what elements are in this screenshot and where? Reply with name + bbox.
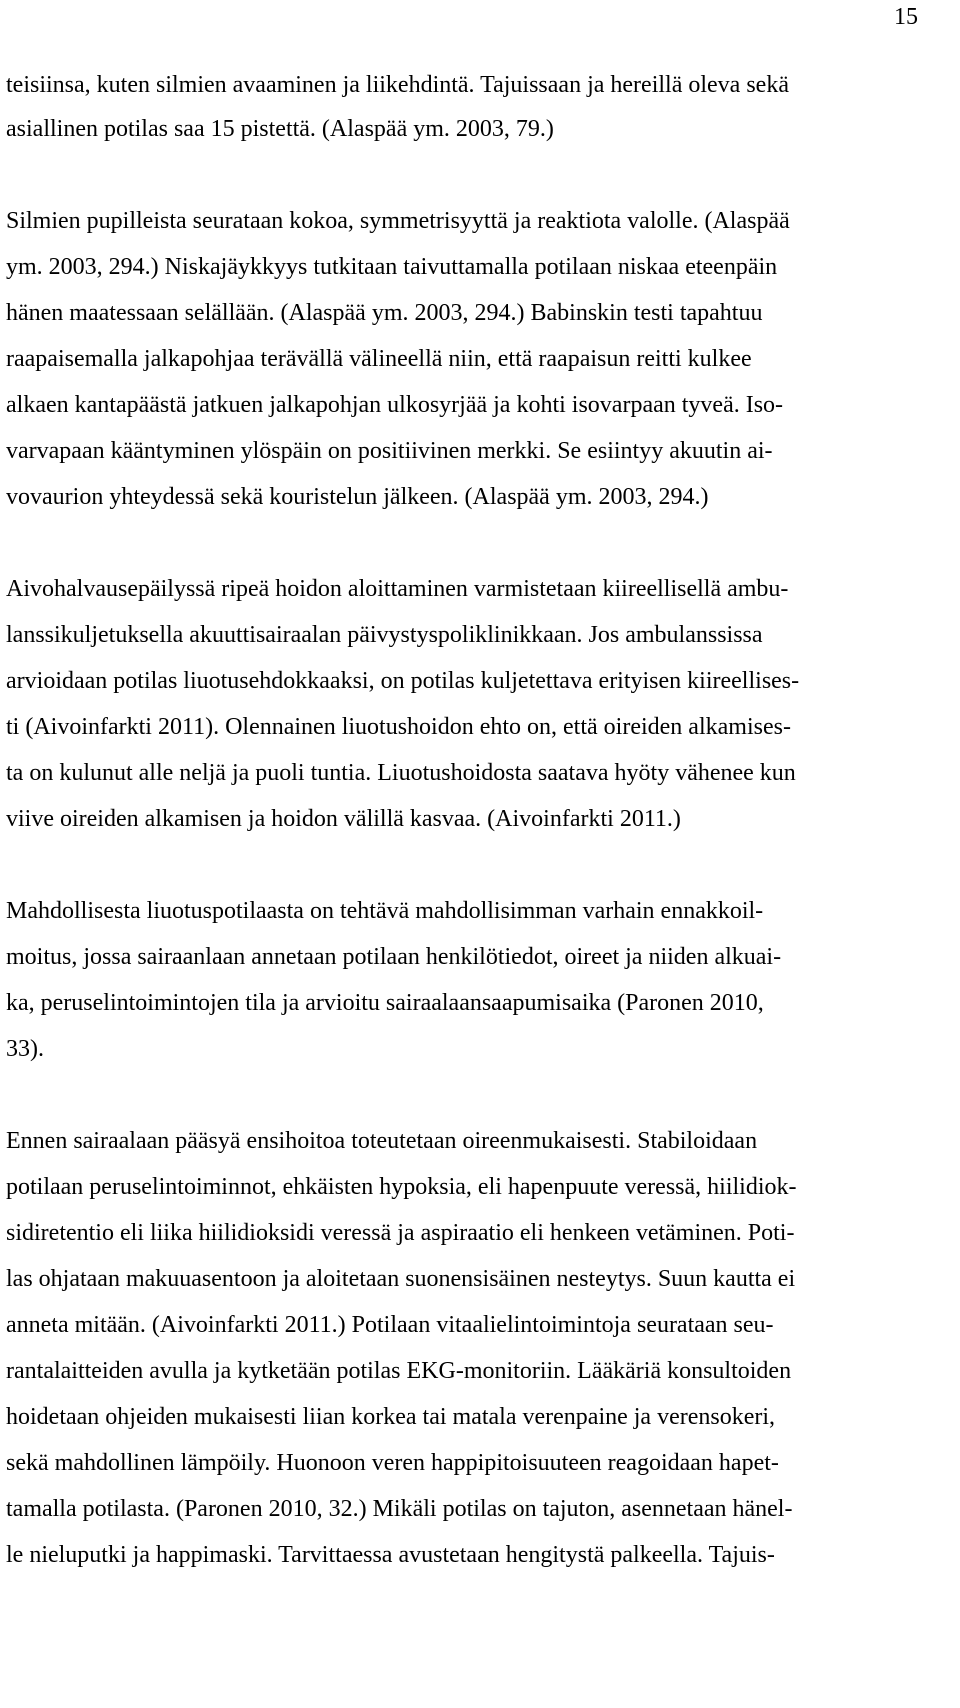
text-line: arvioidaan potilas liuotusehdokkaaksi, on potilas kuljetettava erityisen kiireellises- [6,668,800,694]
text-line: anneta mitään. (Aivoinfarkti 2011.) Potilaan vitaalielintoimintoja seurataan seu- [6,1312,774,1338]
text-line: Aivohalvausepäilyssä ripeä hoidon aloittaminen varmistetaan kiireellisellä ambu- [6,576,789,602]
text-line: sidiretentio eli liika hiilidioksidi veressä ja aspiraatio eli henkeen vetäminen. Poti- [6,1220,795,1246]
text-line: tamalla potilasta. (Paronen 2010, 32.) Mikäli potilas on tajuton, asennetaan hänel- [6,1496,793,1522]
text-line: ti (Aivoinfarkti 2011). Olennainen liuotushoidon ehto on, että oireiden alkamises- [6,714,791,740]
text-line: lanssikuljetuksella akuuttisairaalan päivystyspoliklinikkaan. Jos ambulanssissa [6,622,763,648]
text-line: ym. 2003, 294.) Niskajäykkyys tutkitaan taivuttamalla potilaan niskaa eteenpäin [6,254,778,280]
text-line: le nieluputki ja happimaski. Tarvittaessa avustetaan hengitystä palkeella. Tajuis- [6,1542,775,1568]
text-line: Silmien pupilleista seurataan kokoa, symmetrisyyttä ja reaktiota valolle. (Alaspää [6,208,790,234]
text-line: ka, peruselintoimintojen tila ja arvioitu sairaalaansaapumisaika (Paronen 2010, [6,990,764,1016]
text-line: hänen maatessaan selällään. (Alaspää ym. 2003, 294.) Babinskin testi tapahtuu [6,300,763,326]
text-line: moitus, jossa sairaanlaan annetaan potilaan henkilötiedot, oireet ja niiden alkuai- [6,944,782,970]
text-line: raapaisemalla jalkapohjaa terävällä välineellä niin, että raapaisun reitti kulkee [6,346,752,372]
text-line: ta on kulunut alle neljä ja puoli tuntia. Liuotushoidosta saatava hyöty vähenee kun [6,760,796,786]
text-line: alkaen kantapäästä jatkuen jalkapohjan ulkosyrjää ja kohti isovarpaan tyveä. Iso- [6,392,784,418]
text-line: teisiinsa, kuten silmien avaaminen ja liikehdintä. Tajuissaan ja hereillä oleva sekä [6,72,789,98]
text-line: asiallinen potilas saa 15 pistettä. (Alaspää ym. 2003, 79.) [6,116,554,142]
text-line: potilaan peruselintoiminnot, ehkäisten hypoksia, eli hapenpuute veressä, hiilidiok- [6,1174,797,1200]
page-number: 15 [894,4,918,30]
text-line: hoidetaan ohjeiden mukaisesti liian korkea tai matala verenpaine ja verensokeri, [6,1404,776,1430]
text-line: Ennen sairaalaan pääsyä ensihoitoa toteutetaan oireenmukaisesti. Stabiloidaan [6,1128,758,1154]
text-line: rantalaitteiden avulla ja kytketään potilas EKG-monitoriin. Lääkäriä konsultoiden [6,1358,792,1384]
text-line: 33). [6,1036,44,1062]
text-line: viive oireiden alkamisen ja hoidon välillä kasvaa. (Aivoinfarkti 2011.) [6,806,681,832]
text-line: las ohjataan makuuasentoon ja aloitetaan suonensisäinen nesteytys. Suun kautta ei [6,1266,796,1292]
text-line: varvapaan kääntyminen ylöspäin on positiivinen merkki. Se esiintyy akuutin ai- [6,438,773,464]
text-line: sekä mahdollinen lämpöily. Huonoon veren happipitoisuuteen reagoidaan hapet- [6,1450,779,1476]
text-line: vovaurion yhteydessä sekä kouristelun jälkeen. (Alaspää ym. 2003, 294.) [6,484,709,510]
text-line: Mahdollisesta liuotuspotilaasta on tehtävä mahdollisimman varhain ennakkoil- [6,898,764,924]
